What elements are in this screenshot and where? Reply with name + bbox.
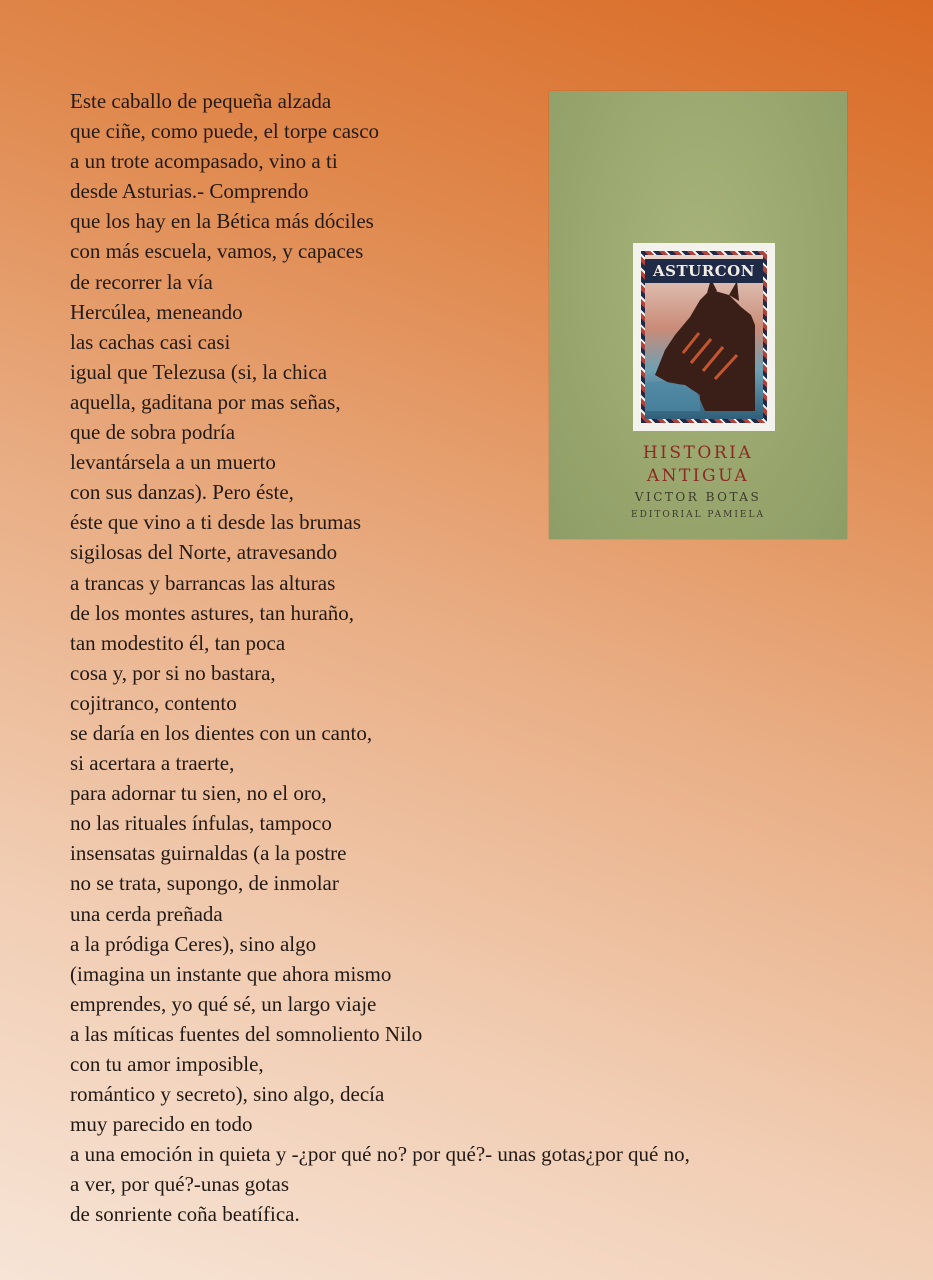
poem-line: que ciñe, como puede, el torpe casco [70,119,380,144]
cover-publisher: EDITORIAL PAMIELA [631,510,765,520]
poem-line: con sus danzas). Pero éste, [70,480,294,505]
poem-line: sigilosas del Norte, atravesando [70,540,338,565]
poem-line: cosa y, por si no bastara, [70,660,276,685]
poem-line: cojitranco, contento [70,690,237,715]
poem-line: que los hay en la Bética más dóciles [70,209,374,234]
poem-line: insensatas guirnaldas (a la postre [70,841,347,866]
poem-line: a las míticas fuentes del somnoliento Nilo [70,1021,423,1046]
book-cover [549,91,847,539]
poem-line: igual que Telezusa (si, la chica [70,359,328,384]
poem-line: (imagina un instante que ahora mismo [70,961,392,986]
poem-line: no las rituales ínfulas, tampoco [70,811,332,836]
stamp-illustration [645,255,763,419]
poem-line: Hercúlea, meneando [70,299,243,324]
cover-stamp [633,243,775,431]
poem-line: de recorrer la vía [70,269,213,294]
poem-line: si acertara a traerte, [70,751,235,776]
poem-line: de sonriente coña beatífica. [70,1202,300,1227]
poem-line: romántico y secreto), sino algo, decía [70,1082,385,1107]
poem-line: se daría en los dientes con un canto, [70,720,373,745]
poem-line: a la pródiga Ceres), sino algo [70,931,317,956]
poem-line: a una emoción in quieta y -¿por qué no? por qué?- unas gotas¿por qué no, [70,1142,690,1167]
poem-line: que de sobra podría [70,420,236,445]
poem-line: emprendes, yo qué sé, un largo viaje [70,991,377,1016]
poem-line: una cerda preñada [70,901,223,926]
poem-line: no se trata, supongo, de inmolar [70,871,339,896]
poem-line: con tu amor imposible, [70,1052,264,1076]
poem-line: las cachas casi casi [70,329,231,354]
cover-title-line1: HISTORIA [642,443,754,463]
poem-line: a trancas y barrancas las alturas [70,570,336,595]
poem-line: aquella, gaditana por mas señas, [70,389,341,414]
stamp-title: ASTURCON [645,259,763,283]
poem-line: levantársela a un muerto [70,450,276,475]
poem-line: muy parecido en todo [70,1112,253,1137]
poem-line: para adornar tu sien, no el oro, [70,781,327,806]
poem-line: de los montes astures, tan huraño, [70,600,355,625]
poem-line: desde Asturias.- Comprendo [70,179,309,204]
cover-author: VICTOR BOTAS [634,490,762,504]
poem-line: tan modestito él, tan poca [70,630,286,655]
poem-line: a un trote acompasado, vino a ti [70,149,338,174]
poem-line: Este caballo de pequeña alzada [70,89,332,113]
poem-line: éste que vino a ti desde las brumas [70,510,362,535]
poem-line: con más escuela, vamos, y capaces [70,239,364,264]
cover-title-line2: ANTIGUA [646,466,750,486]
poem-line: a ver, por qué?-unas gotas [70,1172,289,1197]
